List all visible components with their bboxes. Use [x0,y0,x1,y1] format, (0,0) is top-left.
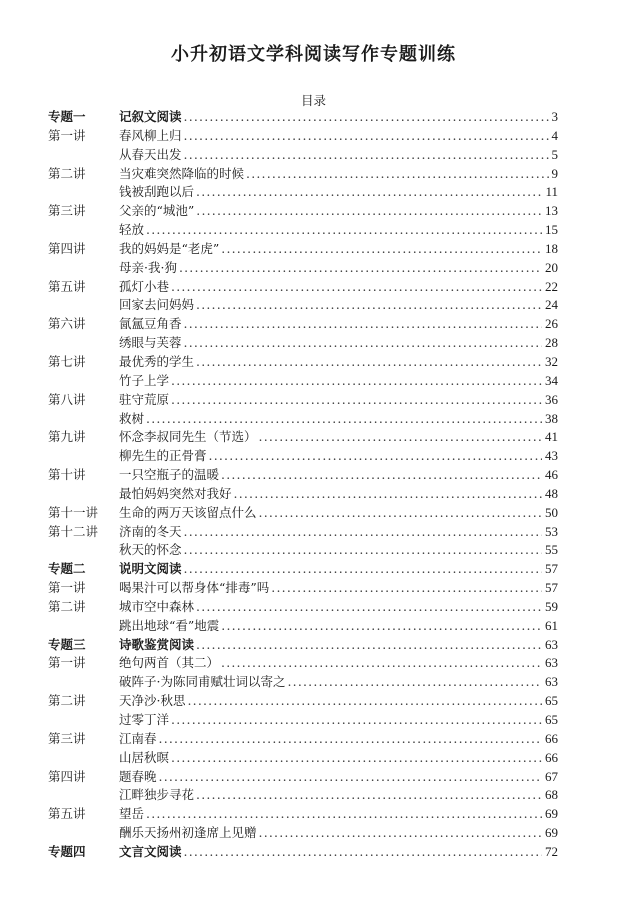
page-number: 13 [545,203,558,219]
page-number: 65 [545,693,558,709]
toc-entry-row [48,410,558,429]
entry-title: 最怕妈妈突然对我好 [119,485,232,501]
entry-title: 秋天的怀念 [119,542,182,558]
page-number: 4 [551,127,558,143]
entry-title: 我的妈妈是“老虎” [119,240,220,256]
lecture-label: 第十二讲 [48,523,99,539]
page-number: 9 [551,165,558,181]
entry-title: 最优秀的学生 [119,353,195,369]
dot-leader [234,485,542,504]
toc-entry-row [48,824,558,843]
toc-entry [119,315,558,334]
dot-leader [159,730,542,749]
entry-title: 记叙文阅读 [119,109,182,124]
dot-leader [259,824,542,843]
dot-leader [171,749,542,768]
toc-entry-row [48,504,558,523]
dot-leader [246,165,548,184]
topic-label: 专题一 [48,109,86,124]
toc-entry [119,353,558,372]
page-number: 66 [545,749,558,765]
dot-leader [171,711,542,730]
entry-title: 父亲的“城池” [119,203,195,219]
toc-entry-row [48,579,558,598]
toc-entry [119,428,558,447]
entry-title: 过零丁洋 [119,712,170,727]
toc-entry [119,485,558,504]
lecture-label: 第一讲 [48,655,86,671]
toc-entry [119,541,558,560]
page-number: 48 [545,485,558,501]
toc-entry [119,504,558,523]
dot-leader [196,636,542,655]
entry-title: 喝果汁可以帮身体“排毒”吗 [119,580,270,596]
entry-title: 文言文阅读 [119,843,182,859]
lecture-label: 第四讲 [48,768,86,784]
entry-title: 从春天出发 [119,146,182,162]
dot-leader [146,410,542,429]
topic-label: 专题二 [48,561,86,577]
entry-title: 天净沙·秋思 [119,693,186,709]
toc-entry-row [48,259,558,278]
page-number: 5 [551,146,558,162]
dot-leader [184,108,549,127]
lecture-label: 第十一讲 [48,504,99,520]
toc-entry [119,654,558,673]
dot-leader [221,240,542,259]
toc-entry-row [48,202,558,221]
dot-leader [184,127,549,146]
toc-entry-row [48,654,558,673]
toc-entry [119,824,558,843]
toc-topic-row [48,636,558,655]
toc-entry [119,617,558,636]
toc-entry-row [48,711,558,730]
page-number: 61 [545,617,558,633]
lecture-label: 第五讲 [48,806,86,822]
toc-entry [119,447,558,466]
dot-leader [209,447,542,466]
page-number: 55 [545,542,558,558]
lecture-label: 第三讲 [48,730,86,746]
toc-entry [119,598,558,617]
toc-entry [119,296,558,315]
toc-entry [119,843,558,862]
entry-title: 柳先生的正骨膏 [119,448,207,464]
toc-entry-row [48,372,558,391]
page-number: 57 [545,561,558,577]
page-number: 43 [545,448,558,464]
entry-title: 钱被刮跑以后 [119,184,195,200]
page-number: 63 [545,636,558,652]
dot-leader [221,654,542,673]
dot-leader [196,183,542,202]
lecture-label: 第九讲 [48,429,86,445]
dot-leader [184,541,542,560]
entry-title: 回家去问妈妈 [119,297,195,313]
entry-title: 怀念李叔同先生（节选） [119,429,257,445]
entry-title: 破阵子·为陈同甫赋壮词以寄之 [119,674,286,690]
toc-entry-row [48,296,558,315]
toc-entry-row [48,749,558,768]
entry-title: 济南的冬天 [119,523,182,539]
toc-entry [119,466,558,485]
lecture-label: 第三讲 [48,203,86,219]
entry-title: 生命的两万天该留点什么 [119,504,257,520]
toc-entry-row [48,183,558,202]
toc-topic-row [48,843,558,862]
entry-title: 春风柳上归 [119,127,182,143]
toc-entry [119,391,558,410]
toc-entry [119,372,558,391]
entry-title: 城市空中森林 [119,598,195,614]
toc-entry [119,146,558,165]
toc-entry-row [48,692,558,711]
page-number: 18 [545,240,558,256]
lecture-label: 第二讲 [48,598,86,614]
toc-entry [119,560,558,579]
toc-entry [119,523,558,542]
toc-entry-row [48,278,558,297]
dot-leader [184,315,542,334]
entry-title: 酬乐天扬州初逢席上见赠 [119,825,257,841]
entry-title: 江南春 [119,730,157,746]
toc-topic-row [48,108,558,127]
toc-entry [119,240,558,259]
page-number: 72 [545,843,558,859]
table-of-contents [48,108,558,862]
entry-title: 竹子上学 [119,372,170,388]
dot-leader [171,372,542,391]
toc-entry-row [48,315,558,334]
toc-entry [119,579,558,598]
toc-entry [119,749,558,768]
page-number: 53 [545,523,558,539]
toc-entry [119,786,558,805]
entry-title: 绝句两首（其二） [119,655,220,671]
page-number: 34 [545,372,558,388]
dot-leader [171,391,542,410]
entry-title: 当灾难突然降临的时候 [119,165,245,181]
page-number: 57 [545,580,558,596]
page-number: 36 [545,391,558,407]
toc-entry [119,165,558,184]
toc-entry-row [48,485,558,504]
toc-entry-row [48,786,558,805]
lecture-label: 第四讲 [48,240,86,256]
page-number: 59 [545,598,558,614]
toc-entry-row [48,334,558,353]
page-number: 41 [545,429,558,445]
entry-title: 题春晚 [119,768,157,784]
dot-leader [196,786,542,805]
entry-title: 氤氲豆角香 [119,316,182,332]
lecture-label: 第八讲 [48,391,86,407]
toc-entry-row [48,768,558,787]
entry-title: 救树 [119,410,145,426]
page-number: 26 [545,316,558,332]
entry-title: 山居秋暝 [119,749,170,765]
lecture-label: 第七讲 [48,353,86,369]
dot-leader [259,504,542,523]
dot-leader [146,221,542,240]
lecture-label: 第一讲 [48,127,86,143]
page-number: 63 [545,655,558,671]
toc-entry-row [48,240,558,259]
page-number: 38 [545,410,558,426]
page-number: 15 [545,222,558,238]
toc-entry [119,259,558,278]
toc-entry-row [48,447,558,466]
toc-entry [119,127,558,146]
toc-entry [119,334,558,353]
dot-leader [187,692,542,711]
toc-entry-row [48,165,558,184]
dot-leader [184,523,542,542]
toc-entry-row [48,730,558,749]
dot-leader [146,805,542,824]
dot-leader [171,278,542,297]
dot-leader [196,296,542,315]
dot-leader [179,259,542,278]
toc-entry-row [48,221,558,240]
page-number: 20 [545,259,558,275]
lecture-label: 第十讲 [48,467,86,483]
toc-entry-row [48,541,558,560]
toc-entry-row [48,617,558,636]
entry-title: 望岳 [119,806,145,822]
entry-title: 一只空瓶子的温暖 [119,467,220,483]
toc-entry [119,768,558,787]
entry-title: 孤灯小巷 [119,278,170,294]
toc-entry [119,410,558,429]
toc-entry [119,730,558,749]
dot-leader [184,146,549,165]
page-number: 68 [545,787,558,803]
toc-entry [119,711,558,730]
lecture-label: 第二讲 [48,165,86,181]
toc-entry [119,108,558,127]
entry-title: 江畔独步寻花 [119,787,195,803]
lecture-label: 第一讲 [48,580,86,596]
topic-label: 专题四 [48,843,86,859]
entry-title: 诗歌鉴赏阅读 [119,636,195,652]
page-number: 32 [545,353,558,369]
page-number: 63 [545,674,558,690]
toc-topic-row [48,560,558,579]
toc-entry-row [48,466,558,485]
dot-leader [221,617,542,636]
dot-leader [287,673,542,692]
toc-entry-row [48,523,558,542]
page-number: 46 [545,467,558,483]
dot-leader [271,579,542,598]
entry-title: 说明文阅读 [119,561,182,577]
toc-entry-row [48,353,558,372]
page-number: 69 [545,806,558,822]
toc-entry [119,636,558,655]
page-number: 24 [545,297,558,313]
lecture-label: 第六讲 [48,316,86,332]
toc-entry [119,692,558,711]
page-number: 28 [545,335,558,351]
document-title: 小升初语文学科阅读写作专题训练 [171,44,456,65]
page-number: 66 [545,730,558,746]
lecture-label: 第二讲 [48,693,86,709]
entry-title: 驻守荒原 [119,391,170,407]
toc-entry-row [48,805,558,824]
lecture-label: 第五讲 [48,278,86,294]
toc-entry-row [48,127,558,146]
dot-leader [184,560,542,579]
entry-title: 绣眼与芙蓉 [119,335,182,351]
toc-entry-row [48,428,558,447]
toc-entry-row [48,673,558,692]
page-number: 65 [545,712,558,727]
dot-leader [196,202,542,221]
toc-entry-row [48,391,558,410]
dot-leader [184,843,542,862]
page-number: 22 [545,278,558,294]
dot-leader [259,428,542,447]
toc-heading: 目录 [300,93,326,108]
entry-title: 母亲·我·狗 [119,259,177,275]
page-number: 69 [545,825,558,841]
page-number: 50 [545,504,558,520]
dot-leader [196,353,542,372]
dot-leader [184,334,542,353]
dot-leader [196,598,542,617]
toc-entry [119,202,558,221]
toc-entry [119,673,558,692]
dot-leader [159,768,542,787]
toc-entry-row [48,146,558,165]
toc-entry [119,221,558,240]
toc-entry [119,183,558,202]
page-number: 3 [551,109,558,124]
page-number: 67 [545,768,558,784]
toc-entry [119,805,558,824]
page-number: 11 [545,184,558,200]
entry-title: 跳出地球“看”地震 [119,617,220,633]
entry-title: 轻放 [119,222,145,238]
dot-leader [221,466,542,485]
topic-label: 专题三 [48,636,86,652]
toc-entry [119,278,558,297]
toc-entry-row [48,598,558,617]
